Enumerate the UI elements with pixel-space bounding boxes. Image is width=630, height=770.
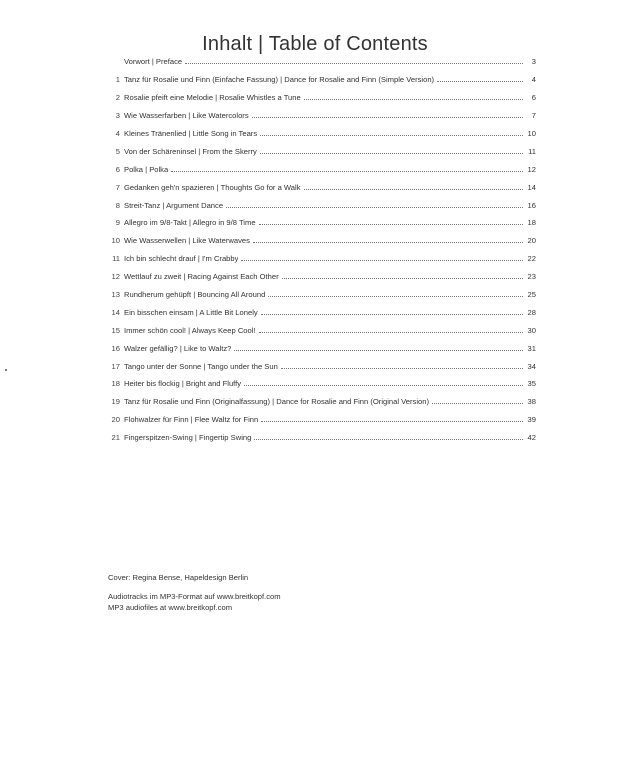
dot-leader — [282, 278, 523, 279]
dot-leader — [260, 153, 523, 154]
dot-leader — [432, 403, 523, 404]
toc-entry-title: Polka | Polka — [124, 164, 169, 174]
toc-entry-title: Immer schön cool! | Always Keep Cool! — [124, 325, 256, 335]
page-title: Inhalt | Table of Contents — [202, 33, 428, 56]
dot-leader — [259, 224, 523, 225]
toc-entry — [100, 214, 536, 232]
toc-entry-title: Gedanken geh'n spazieren | Thoughts Go for a Walk — [124, 182, 301, 192]
dot-leader — [226, 207, 523, 208]
toc-entry-number: 5 — [115, 146, 120, 156]
toc-entry-page: 12 — [527, 164, 536, 174]
toc-entry — [100, 429, 536, 447]
toc-entry — [100, 250, 536, 268]
toc-entry-page: 10 — [527, 129, 536, 138]
toc-entry — [100, 232, 536, 250]
toc-entry-number: 3 — [115, 111, 120, 121]
toc-entry — [100, 286, 536, 304]
toc-entry-page: 7 — [531, 111, 536, 121]
toc-entry-number: 1 — [115, 75, 120, 85]
toc-entry — [100, 268, 536, 286]
dot-leader — [304, 99, 523, 100]
toc-entry — [100, 142, 536, 160]
toc-entry-title: Kleines Tränenlied | Little Song in Tears — [124, 129, 258, 138]
toc-entry-page: 35 — [527, 379, 536, 389]
toc-entry-number: 11 — [112, 254, 120, 264]
toc-entry-number: 9 — [115, 218, 120, 228]
toc-entry-title: Von der Schäreninsel | From the Skerry — [124, 146, 257, 156]
toc-entry-number: 7 — [115, 182, 120, 192]
dot-leader — [185, 63, 523, 64]
table-of-contents — [100, 53, 536, 447]
toc-entry-title: Streit-Tanz | Argument Dance — [124, 200, 224, 210]
toc-entry — [100, 303, 536, 321]
toc-entry — [100, 196, 536, 214]
dot-leader — [268, 296, 523, 297]
toc-entry-title: Rundherum gehüpft | Bouncing All Around — [124, 290, 266, 300]
toc-entry-page: 14 — [527, 182, 536, 192]
toc-entry — [100, 178, 536, 196]
toc-entry-page: 25 — [527, 290, 536, 300]
audio-note-german: Audiotracks im MP3-Format auf www.breitkopf.com — [108, 592, 281, 601]
toc-entry-title: Ich bin schlecht drauf | I'm Crabby — [124, 254, 239, 264]
dot-leader — [253, 242, 523, 243]
toc-entry-title: Heiter bis flockig | Bright and Fluffy — [124, 379, 242, 389]
toc-entry-title: Allegro im 9/8-Takt | Allegro in 9/8 Time — [124, 218, 256, 228]
toc-entry-page: 18 — [527, 218, 536, 228]
dot-leader — [234, 350, 523, 351]
toc-entry-number: 16 — [111, 343, 120, 353]
toc-entry-number: 6 — [115, 164, 120, 174]
toc-entry-number: 20 — [111, 415, 120, 425]
toc-entry-page: 30 — [527, 325, 536, 335]
toc-entry-page: 22 — [527, 254, 536, 264]
toc-entry-title: Rosalie pfeift eine Melodie | Rosalie Whistles a Tune — [124, 93, 301, 103]
toc-entry-title: Flohwalzer für Finn | Flee Waltz for Finn — [124, 415, 259, 425]
toc-entry — [100, 339, 536, 357]
toc-entry-number: 2 — [115, 93, 120, 103]
toc-entry-number: 13 — [111, 290, 120, 300]
toc-entry-page: 16 — [527, 200, 536, 210]
toc-entry-page: 6 — [531, 93, 536, 103]
toc-entry-title: Vorwort | Preface — [124, 57, 183, 67]
toc-entry-title: Tanz für Rosalie und Finn (Einfache Fassung) | Dance for Rosalie and Finn (Simple Version) — [124, 75, 435, 85]
toc-entry-title: Tanz für Rosalie und Finn (Originalfassung) | Dance for Rosalie and Finn (Original Version) — [124, 397, 430, 407]
stray-dot — [5, 369, 7, 371]
toc-entry-page: 31 — [527, 343, 536, 353]
toc-entry — [100, 411, 536, 429]
toc-entry-number: 15 — [111, 325, 120, 335]
toc-entry — [100, 160, 536, 178]
toc-entry — [100, 357, 536, 375]
toc-entry-number: 17 — [111, 361, 120, 371]
dot-leader — [281, 368, 523, 369]
dot-leader — [241, 260, 523, 261]
toc-entry-number: 4 — [115, 129, 120, 138]
toc-entry-number: 19 — [111, 397, 120, 407]
dot-leader — [437, 81, 523, 82]
toc-entry-number: 8 — [115, 200, 120, 210]
toc-entry-page: 39 — [527, 415, 536, 425]
toc-entry-number: 21 — [111, 433, 120, 443]
toc-entry-page: 20 — [527, 236, 536, 246]
cover-credit: Cover: Regina Bense, Hapeldesign Berlin — [108, 573, 249, 582]
toc-entry-page: 34 — [527, 361, 536, 371]
toc-entry — [100, 321, 536, 339]
toc-entry-page: 38 — [527, 397, 536, 407]
toc-entry-title: Wie Wasserfarben | Like Watercolors — [124, 111, 249, 121]
toc-entry — [100, 71, 536, 89]
toc-entry — [100, 375, 536, 393]
toc-entry — [100, 125, 536, 143]
audio-note-english: MP3 audiofiles at www.breitkopf.com — [108, 603, 233, 612]
toc-entry-title: Wie Wasserwellen | Like Waterwaves — [124, 236, 250, 246]
toc-entry — [100, 53, 536, 71]
toc-entry-page: 23 — [527, 272, 536, 282]
toc-entry — [100, 107, 536, 125]
toc-entry-title: Wettlauf zu zweit | Racing Against Each Other — [124, 272, 279, 282]
toc-entry — [100, 393, 536, 411]
toc-entry-page: 28 — [527, 307, 536, 317]
toc-entry-number: 12 — [111, 272, 120, 282]
toc-entry-page: 11 — [528, 146, 536, 156]
dot-leader — [252, 117, 523, 118]
toc-entry — [100, 89, 536, 107]
dot-leader — [254, 439, 523, 440]
credits-block — [108, 572, 281, 613]
toc-entry-title: Walzer gefällig? | Like to Waltz? — [124, 343, 232, 353]
dot-leader — [171, 171, 523, 172]
toc-entry-page: 42 — [527, 433, 536, 443]
toc-entry-page: 4 — [531, 75, 536, 85]
toc-entry-number: 14 — [111, 307, 120, 317]
dot-leader — [260, 135, 523, 136]
toc-entry-page: 3 — [531, 57, 536, 67]
toc-entry-title: Tango unter der Sonne | Tango under the Sun — [124, 361, 278, 371]
dot-leader — [259, 332, 523, 333]
toc-entry-number: 10 — [111, 236, 120, 246]
dot-leader — [304, 189, 524, 190]
dot-leader — [261, 421, 523, 422]
toc-entry-number: 18 — [111, 379, 120, 389]
dot-leader — [244, 385, 523, 386]
dot-leader — [261, 314, 523, 315]
toc-entry-title: Fingerspitzen-Swing | Fingertip Swing — [124, 433, 252, 443]
toc-entry-title: Ein bisschen einsam | A Little Bit Lonely — [124, 307, 258, 317]
credits-spacer — [108, 583, 281, 591]
